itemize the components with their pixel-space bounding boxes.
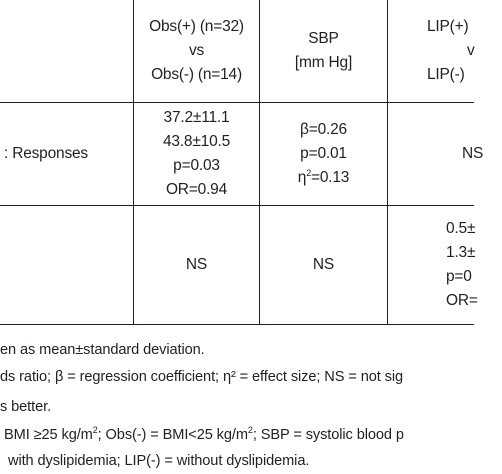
row1-lip-value (462, 103, 502, 205)
row2-label (4, 206, 133, 324)
row2-lip-value-1: 0.5± (446, 220, 476, 237)
row2-lip-value-3: p=0 (446, 268, 472, 285)
row1-sbp-values (260, 103, 387, 205)
row-divider-2 (0, 324, 474, 325)
row1-obs-value-1: 37.2±11.1 (163, 109, 230, 126)
footnote-3: s better. (0, 399, 52, 415)
header-lip-line2: v (467, 42, 475, 59)
row1-label-text: : Responses (4, 145, 88, 162)
header-sbp-line2: [mm Hg] (294, 54, 353, 71)
footnote-4: BMI ≥25 $kg/m^2$; Obs(-) = BMI<25 $kg/m^2$; SBP = systolic blood p (4, 425, 404, 443)
header-lip-comparison (427, 0, 487, 102)
row1-obs-value-2: 43.8±10.5 (162, 133, 231, 150)
header-obs-line1: Obs(+) (n=32) (149, 18, 244, 35)
row2-lip-value-2: 1.3± (446, 244, 476, 261)
row2-obs-value-text: NS (185, 256, 208, 273)
row2-sbp-value-text: NS (312, 256, 335, 273)
row1-obs-value-3: p=0.03 (173, 157, 220, 174)
row1-label (4, 103, 133, 205)
row1-sbp-value-1: β=0.26 (300, 121, 347, 138)
row1-obs-values (134, 103, 259, 205)
row2-sbp-value (260, 206, 387, 324)
row2-obs-value (134, 206, 259, 324)
footnote-5: with dyslipidemia; LIP(-) = without dyslipidemia. (8, 453, 310, 469)
footnote-2: ds ratio; β = regression coefficient; η² = effect size; NS = not sig (0, 369, 403, 385)
header-obs-comparison (134, 0, 259, 102)
row2-lip-values (446, 206, 486, 324)
header-sbp-line1: SBP (308, 30, 339, 47)
row1-lip-value-text: NS (462, 145, 484, 162)
row1-sbp-value-2: p=0.01 (300, 145, 347, 162)
header-obs-line2: vs (188, 42, 205, 59)
header-sbp (260, 0, 387, 102)
footnote-1: en as mean±standard deviation. (0, 342, 205, 358)
header-obs-line3: Obs(-) (n=14) (151, 66, 242, 83)
column-divider-3 (387, 0, 388, 324)
row1-sbp-value-3: $\eta^2=0.13$ (297, 168, 350, 186)
header-lip-line1: LIP(+) (427, 18, 469, 35)
row1-obs-value-4: OR=0.94 (165, 181, 228, 198)
row2-lip-value-4: OR= (446, 292, 478, 309)
header-lip-line3: LIP(-) (427, 66, 465, 83)
